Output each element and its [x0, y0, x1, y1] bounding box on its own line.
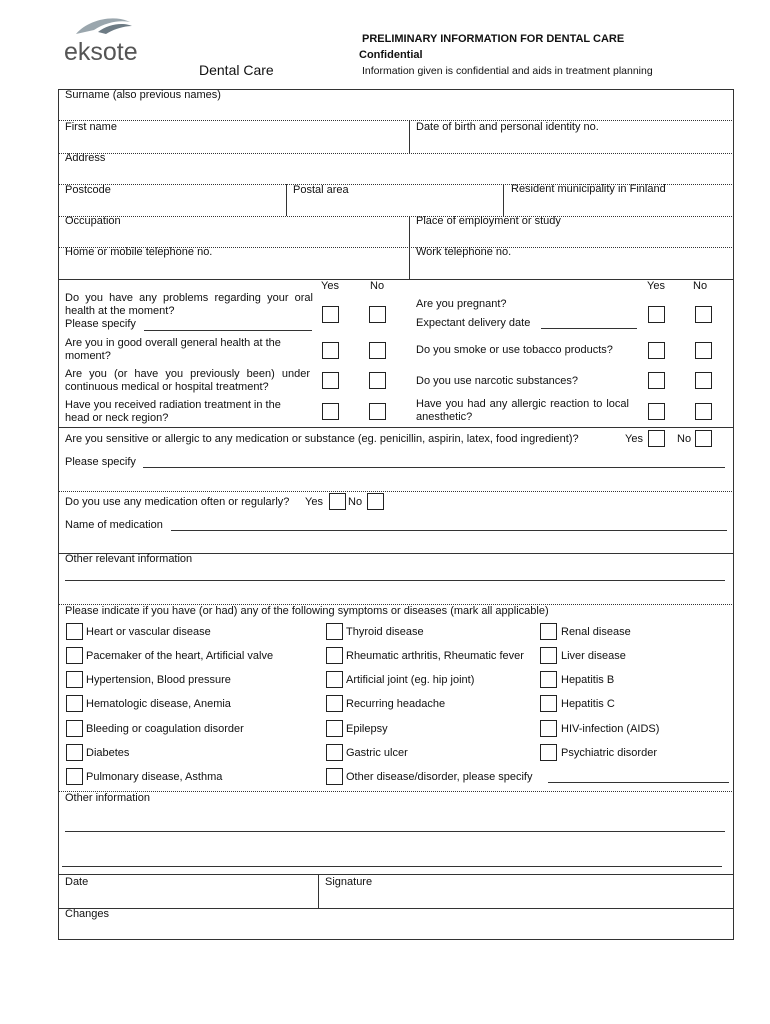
q8-no-checkbox[interactable] [695, 403, 712, 420]
symptom-checkbox[interactable] [326, 695, 343, 712]
symptom-label: Artificial joint (eg. hip joint) [346, 674, 475, 686]
address-label: Address [65, 152, 106, 164]
symptom-label: HIV-infection (AIDS) [561, 723, 660, 735]
symptom-checkbox[interactable] [326, 744, 343, 761]
symptom-label: Pulmonary disease, Asthma [86, 771, 223, 783]
signature-label: Signature [325, 876, 373, 888]
symptoms-intro: Please indicate if you have (or had) any of the following symptoms or diseases (mark all applicable) [65, 605, 549, 617]
allergy-specify-line[interactable] [143, 467, 725, 468]
symptom-label: Recurring headache [346, 698, 446, 710]
symptom-checkbox[interactable] [326, 720, 343, 737]
medication-no-checkbox[interactable] [367, 493, 384, 510]
symptom-label: Bleeding or coagulation disorder [86, 723, 244, 735]
symptom-label: Diabetes [86, 747, 130, 759]
symptom-label: Hepatitis C [561, 698, 615, 710]
medication-name-line[interactable] [171, 530, 727, 531]
q4-yes-checkbox[interactable] [322, 403, 339, 420]
symptom-label: Rheumatic arthritis, Rheumatic fever [346, 650, 524, 662]
occupation-label: Occupation [65, 215, 121, 227]
q1-no-checkbox[interactable] [369, 306, 386, 323]
symptom-label: Heart or vascular disease [86, 626, 211, 638]
allergy-specify-label: Please specify [65, 456, 136, 468]
symptom-label: Hematologic disease, Anemia [86, 698, 231, 710]
divider [58, 791, 734, 792]
dob-field[interactable] [410, 134, 733, 152]
symptom-checkbox[interactable] [66, 768, 83, 785]
q5-due-label: Expectant delivery date [416, 317, 531, 329]
q8-yes-checkbox[interactable] [648, 403, 665, 420]
surname-label: Surname (also previous names) [65, 89, 221, 101]
symptom-checkbox[interactable] [540, 720, 557, 737]
symptom-label: Pacemaker of the heart, Artificial valve [86, 650, 274, 662]
question-allergy: Are you sensitive or allergic to any medication or substance (eg. penicillin, aspirin, latex, food ingredient)? [65, 433, 579, 445]
home-phone-label: Home or mobile telephone no. [65, 246, 213, 258]
allergy-yes-checkbox[interactable] [648, 430, 665, 447]
divider [58, 491, 734, 492]
logo-swoosh-icon [68, 16, 138, 40]
other-info-line[interactable] [62, 866, 722, 867]
address-field[interactable] [59, 166, 733, 184]
other-disease-line[interactable] [548, 782, 729, 783]
divider [58, 120, 734, 121]
work-phone-label: Work telephone no. [416, 246, 512, 258]
logo [58, 16, 138, 66]
allergy-no-label: No [677, 433, 692, 445]
postcode-field[interactable] [59, 198, 285, 215]
yes-header-left: Yes [321, 280, 339, 292]
date-field[interactable] [59, 889, 317, 907]
question-narcotics: Do you use narcotic substances? [416, 375, 579, 387]
q6-no-checkbox[interactable] [695, 342, 712, 359]
q3-yes-checkbox[interactable] [322, 372, 339, 389]
q1-specify-line[interactable] [144, 330, 312, 331]
symptom-checkbox[interactable] [66, 623, 83, 640]
medication-yes-label: Yes [305, 496, 323, 508]
divider [58, 874, 734, 875]
department-label: Dental Care [199, 62, 274, 78]
employment-field[interactable] [410, 229, 733, 246]
municipality-label: Resident municipality in Finland [511, 183, 666, 195]
symptom-checkbox[interactable] [540, 623, 557, 640]
symptom-checkbox[interactable] [326, 768, 343, 785]
question-medication: Do you use any medication often or regularly? [65, 496, 290, 508]
question-oral-health: Do you have any problems regarding your oral health at the moment? [65, 292, 313, 317]
medication-no-label: No [348, 496, 363, 508]
confidential-label: Confidential [359, 49, 423, 61]
employment-label: Place of employment or study [416, 215, 561, 227]
symptom-label: Gastric ulcer [346, 747, 408, 759]
other-info-line[interactable] [65, 831, 725, 832]
symptom-checkbox[interactable] [540, 671, 557, 688]
other-relevant-label: Other relevant information [65, 553, 193, 565]
medication-yes-checkbox[interactable] [329, 493, 346, 510]
q1-specify-label: Please specify [65, 318, 136, 330]
q7-no-checkbox[interactable] [695, 372, 712, 389]
symptom-checkbox[interactable] [540, 647, 557, 664]
logo-text: eksote [64, 38, 138, 66]
symptom-label: Other disease/disorder, please specify [346, 771, 533, 783]
other-info-label: Other information [65, 792, 150, 804]
symptom-checkbox[interactable] [326, 671, 343, 688]
symptom-label: Hepatitis B [561, 674, 615, 686]
symptom-checkbox[interactable] [326, 647, 343, 664]
q7-yes-checkbox[interactable] [648, 372, 665, 389]
surname-field[interactable] [59, 102, 733, 120]
page-title: PRELIMINARY INFORMATION FOR DENTAL CARE [362, 33, 625, 45]
postcode-label: Postcode [65, 184, 111, 196]
q5-due-line[interactable] [541, 328, 637, 329]
q2-no-checkbox[interactable] [369, 342, 386, 359]
symptom-label: Hypertension, Blood pressure [86, 674, 231, 686]
q5-no-checkbox[interactable] [695, 306, 712, 323]
symptom-checkbox[interactable] [66, 720, 83, 737]
no-header-right: No [693, 280, 708, 292]
symptom-checkbox[interactable] [326, 623, 343, 640]
work-phone-field[interactable] [410, 260, 733, 278]
question-anesthetic: Have you had any allergic reaction to local anesthetic? [416, 398, 629, 423]
municipality-field[interactable] [504, 198, 733, 215]
postal-area-field[interactable] [287, 198, 502, 215]
symptom-label: Epilepsy [346, 723, 388, 735]
symptom-checkbox[interactable] [66, 744, 83, 761]
q5-yes-checkbox[interactable] [648, 306, 665, 323]
date-label: Date [65, 876, 89, 888]
symptom-checkbox[interactable] [66, 671, 83, 688]
question-medical-treatment: Are you (or have you previously been) under continuous medical or hospital treatment? [65, 368, 310, 393]
confidential-note: Information given is confidential and aids in treatment planning [362, 65, 653, 77]
q1-yes-checkbox[interactable] [322, 306, 339, 323]
q6-yes-checkbox[interactable] [648, 342, 665, 359]
question-radiation: Have you received radiation treatment in the head or neck region? [65, 399, 281, 424]
q4-no-checkbox[interactable] [369, 403, 386, 420]
symptom-label: Thyroid disease [346, 626, 424, 638]
symptom-checkbox[interactable] [540, 744, 557, 761]
q3-no-checkbox[interactable] [369, 372, 386, 389]
divider [58, 427, 734, 428]
divider [58, 908, 734, 909]
home-phone-field[interactable] [59, 260, 409, 278]
question-pregnant: Are you pregnant? [416, 298, 507, 310]
changes-field[interactable] [59, 921, 733, 939]
symptom-checkbox[interactable] [66, 647, 83, 664]
question-general-health: Are you in good overall general health at the moment? [65, 337, 281, 362]
first-name-label: First name [65, 121, 117, 133]
allergy-no-checkbox[interactable] [695, 430, 712, 447]
other-relevant-line[interactable] [65, 580, 725, 581]
signature-field[interactable] [319, 889, 733, 907]
symptom-checkbox[interactable] [540, 695, 557, 712]
symptom-label: Renal disease [561, 626, 631, 638]
allergy-yes-label: Yes [625, 433, 643, 445]
symptom-checkbox[interactable] [66, 695, 83, 712]
question-smoke: Do you smoke or use tobacco products? [416, 344, 613, 356]
q2-yes-checkbox[interactable] [322, 342, 339, 359]
divider [58, 216, 734, 217]
occupation-field[interactable] [59, 229, 409, 246]
symptom-label: Liver disease [561, 650, 626, 662]
first-name-field[interactable] [59, 134, 409, 152]
no-header-left: No [370, 280, 385, 292]
symptom-label: Psychiatric disorder [561, 747, 657, 759]
divider [58, 279, 734, 280]
dob-label: Date of birth and personal identity no. [416, 121, 599, 133]
changes-label: Changes [65, 908, 110, 920]
yes-header-right: Yes [647, 280, 665, 292]
medication-name-label: Name of medication [65, 519, 163, 531]
postal-area-label: Postal area [293, 184, 349, 196]
divider [58, 153, 734, 154]
